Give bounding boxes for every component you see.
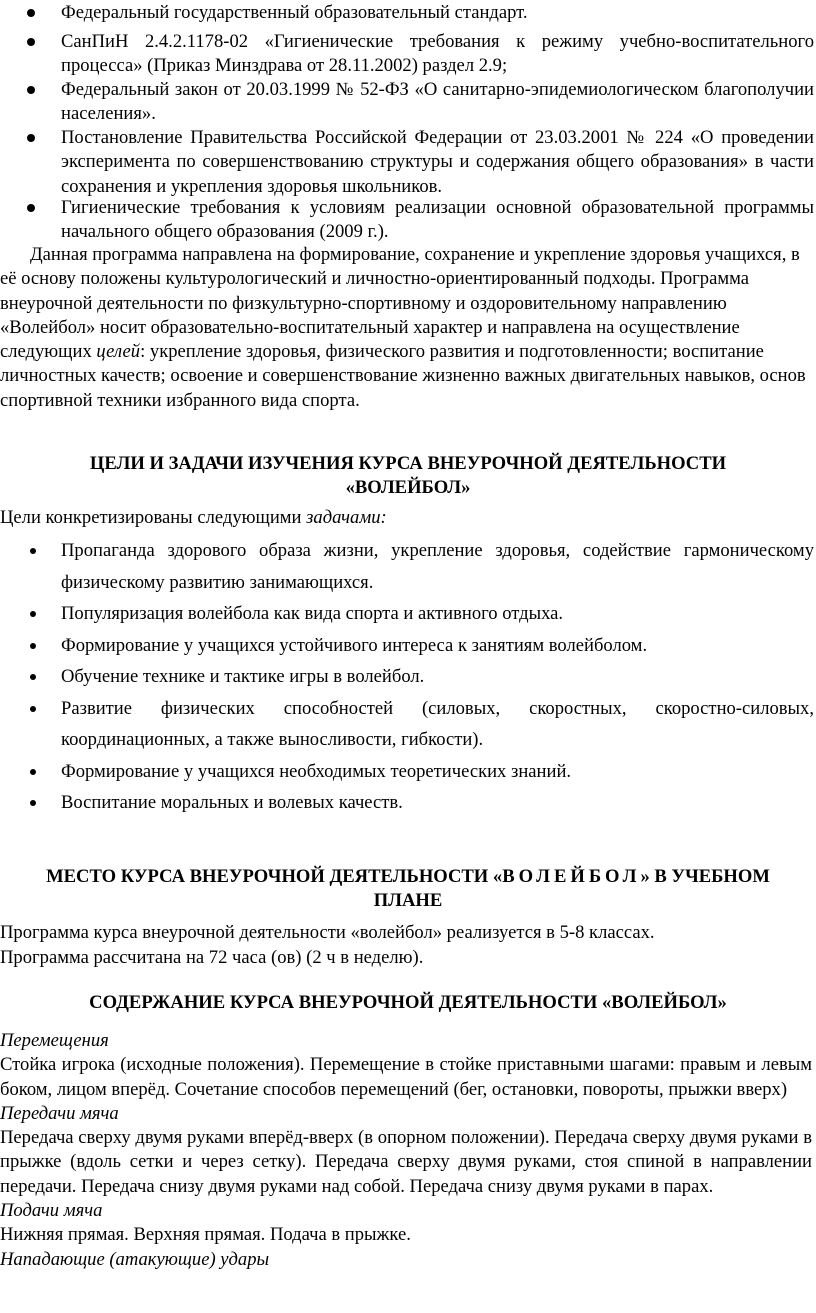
bullet-icon: [30, 611, 36, 617]
content-section-title: СОДЕРЖАНИЕ КУРСА ВНЕУРОЧНОЙ ДЕЯТЕЛЬНОСТИ «ВОЛЕЙБОЛ»: [89, 992, 727, 1013]
list-item: Формирование у учащихся устойчивого интереса к занятиям волейболом.: [0, 630, 816, 662]
bullet-icon: [30, 800, 36, 806]
subheading-movements: Перемещения: [0, 1030, 109, 1051]
bullet-icon: [30, 643, 36, 649]
list-item: Формирование у учащихся необходимых теоретических знаний.: [0, 756, 816, 788]
list-item: Обучение технике и тактике игры в волейбол.: [0, 661, 816, 693]
list-item: Федеральный государственный образовательный стандарт.: [0, 1, 816, 25]
tasks-lead: Цели конкретизированы следующими задачами:: [0, 507, 387, 528]
list-item: Развитие физических способностей (силовых, скоростных, скоростно-силовых, координационных, а также выносливости, гибкости).: [0, 693, 816, 756]
place-text-1: Программа курса внеурочной деятельности «волейбол» реализуется в 5-8 классах.: [0, 922, 655, 943]
subheading-passes: Передачи мяча: [0, 1102, 119, 1124]
bullet-icon: [30, 674, 36, 680]
place-text-2: Программа рассчитана на 72 часа (ов) (2 ч в неделю).: [0, 947, 424, 968]
list-item: Гигиенические требования к условиям реализации основной образовательной программы начального общего образования (2009 г.).: [0, 196, 816, 245]
bullet-icon: [27, 86, 35, 94]
bullet-icon: [30, 769, 36, 775]
list-item: Постановление Правительства Российской Федерации от 23.03.2001 № 224 «О проведении эксперимента по совершенствованию структуры и содержания общего образования» в части сохранения и укрепления здоровья школьников.: [0, 126, 816, 199]
intro-paragraph: Данная программа направлена на формирование, сохранение и укрепление здоровья учащихся, в её основу положены культурологический и личностно-ориентированный подходы. Программа внеурочной деятельности по физкультурно-спортивному и оздоровительному направлению «Волейбол» носит образовательно-воспитательный характер и направлена на осуществление следующих целей: укрепление здоровья, физического развития и подготовленности; воспитание личностных качеств; освоение и совершенствование жизненно важных двигательных навыков, основ спортивной техники избранного вида спорта.: [0, 244, 806, 411]
bullet-icon: [27, 204, 35, 212]
subheading-attacks: Нападающие (атакующие) удары: [0, 1248, 270, 1270]
bullet-icon: [30, 706, 36, 712]
list-item: Воспитание моральных и волевых качеств.: [0, 787, 816, 819]
goals-word: целей: [96, 341, 141, 363]
bullet-icon: [27, 134, 35, 142]
subheading-serves: Подачи мяча: [0, 1200, 103, 1222]
list-item: Пропаганда здорового образа жизни, укрепление здоровья, содействие гармоническому физическому развитию занимающихся.: [0, 535, 816, 598]
bullet-icon: [30, 548, 36, 554]
list-item: СанПиН 2.4.2.1178-02 «Гигиенические требования к режиму учебно-воспитательного процесса» (Приказ Минздрава от 28.11.2002) раздел 2.9;: [0, 30, 816, 79]
movements-text: Стойка игрока (исходные положения). Перемещение в стойке приставными шагами: правым и левым боком, лицом вперёд. Сочетание способов перемещений (бег, остановки, повороты, прыжки вверх): [0, 1054, 812, 1100]
content-body: [0, 1029, 814, 1272]
tasks-list: [0, 535, 816, 819]
bullet-icon: [27, 9, 35, 17]
list-item: Федеральный закон от 20.03.1999 № 52-ФЗ «О санитарно-эпидемиологическом благополучии населения».: [0, 78, 816, 127]
bullet-icon: [27, 38, 35, 46]
list-item: Популяризация волейбола как вида спорта и активного отдыха.: [0, 598, 816, 630]
place-section-title: МЕСТО КУРСА ВНЕУРОЧНОЙ ДЕЯТЕЛЬНОСТИ «ВОЛЕЙБОЛ» В УЧЕБНОМ ПЛАНЕ: [46, 866, 770, 912]
serves-text: Нижняя прямая. Верхняя прямая. Подача в прыжке.: [0, 1224, 411, 1246]
goals-section-title: ЦЕЛИ И ЗАДАЧИ ИЗУЧЕНИЯ КУРСА ВНЕУРОЧНОЙ ДЕЯТЕЛЬНОСТИ «ВОЛЕЙБОЛ»: [89, 453, 727, 499]
passes-text: Передача сверху двумя руками вперёд-вверх (в опорном положении). Передача сверху двумя руками в прыжке (вдоль сетки и через сетку). Передача сверху двумя руками, стоя спиной в направлении передачи. Передача снизу двумя руками над собой. Передача снизу двумя руками в парах.: [0, 1127, 812, 1197]
